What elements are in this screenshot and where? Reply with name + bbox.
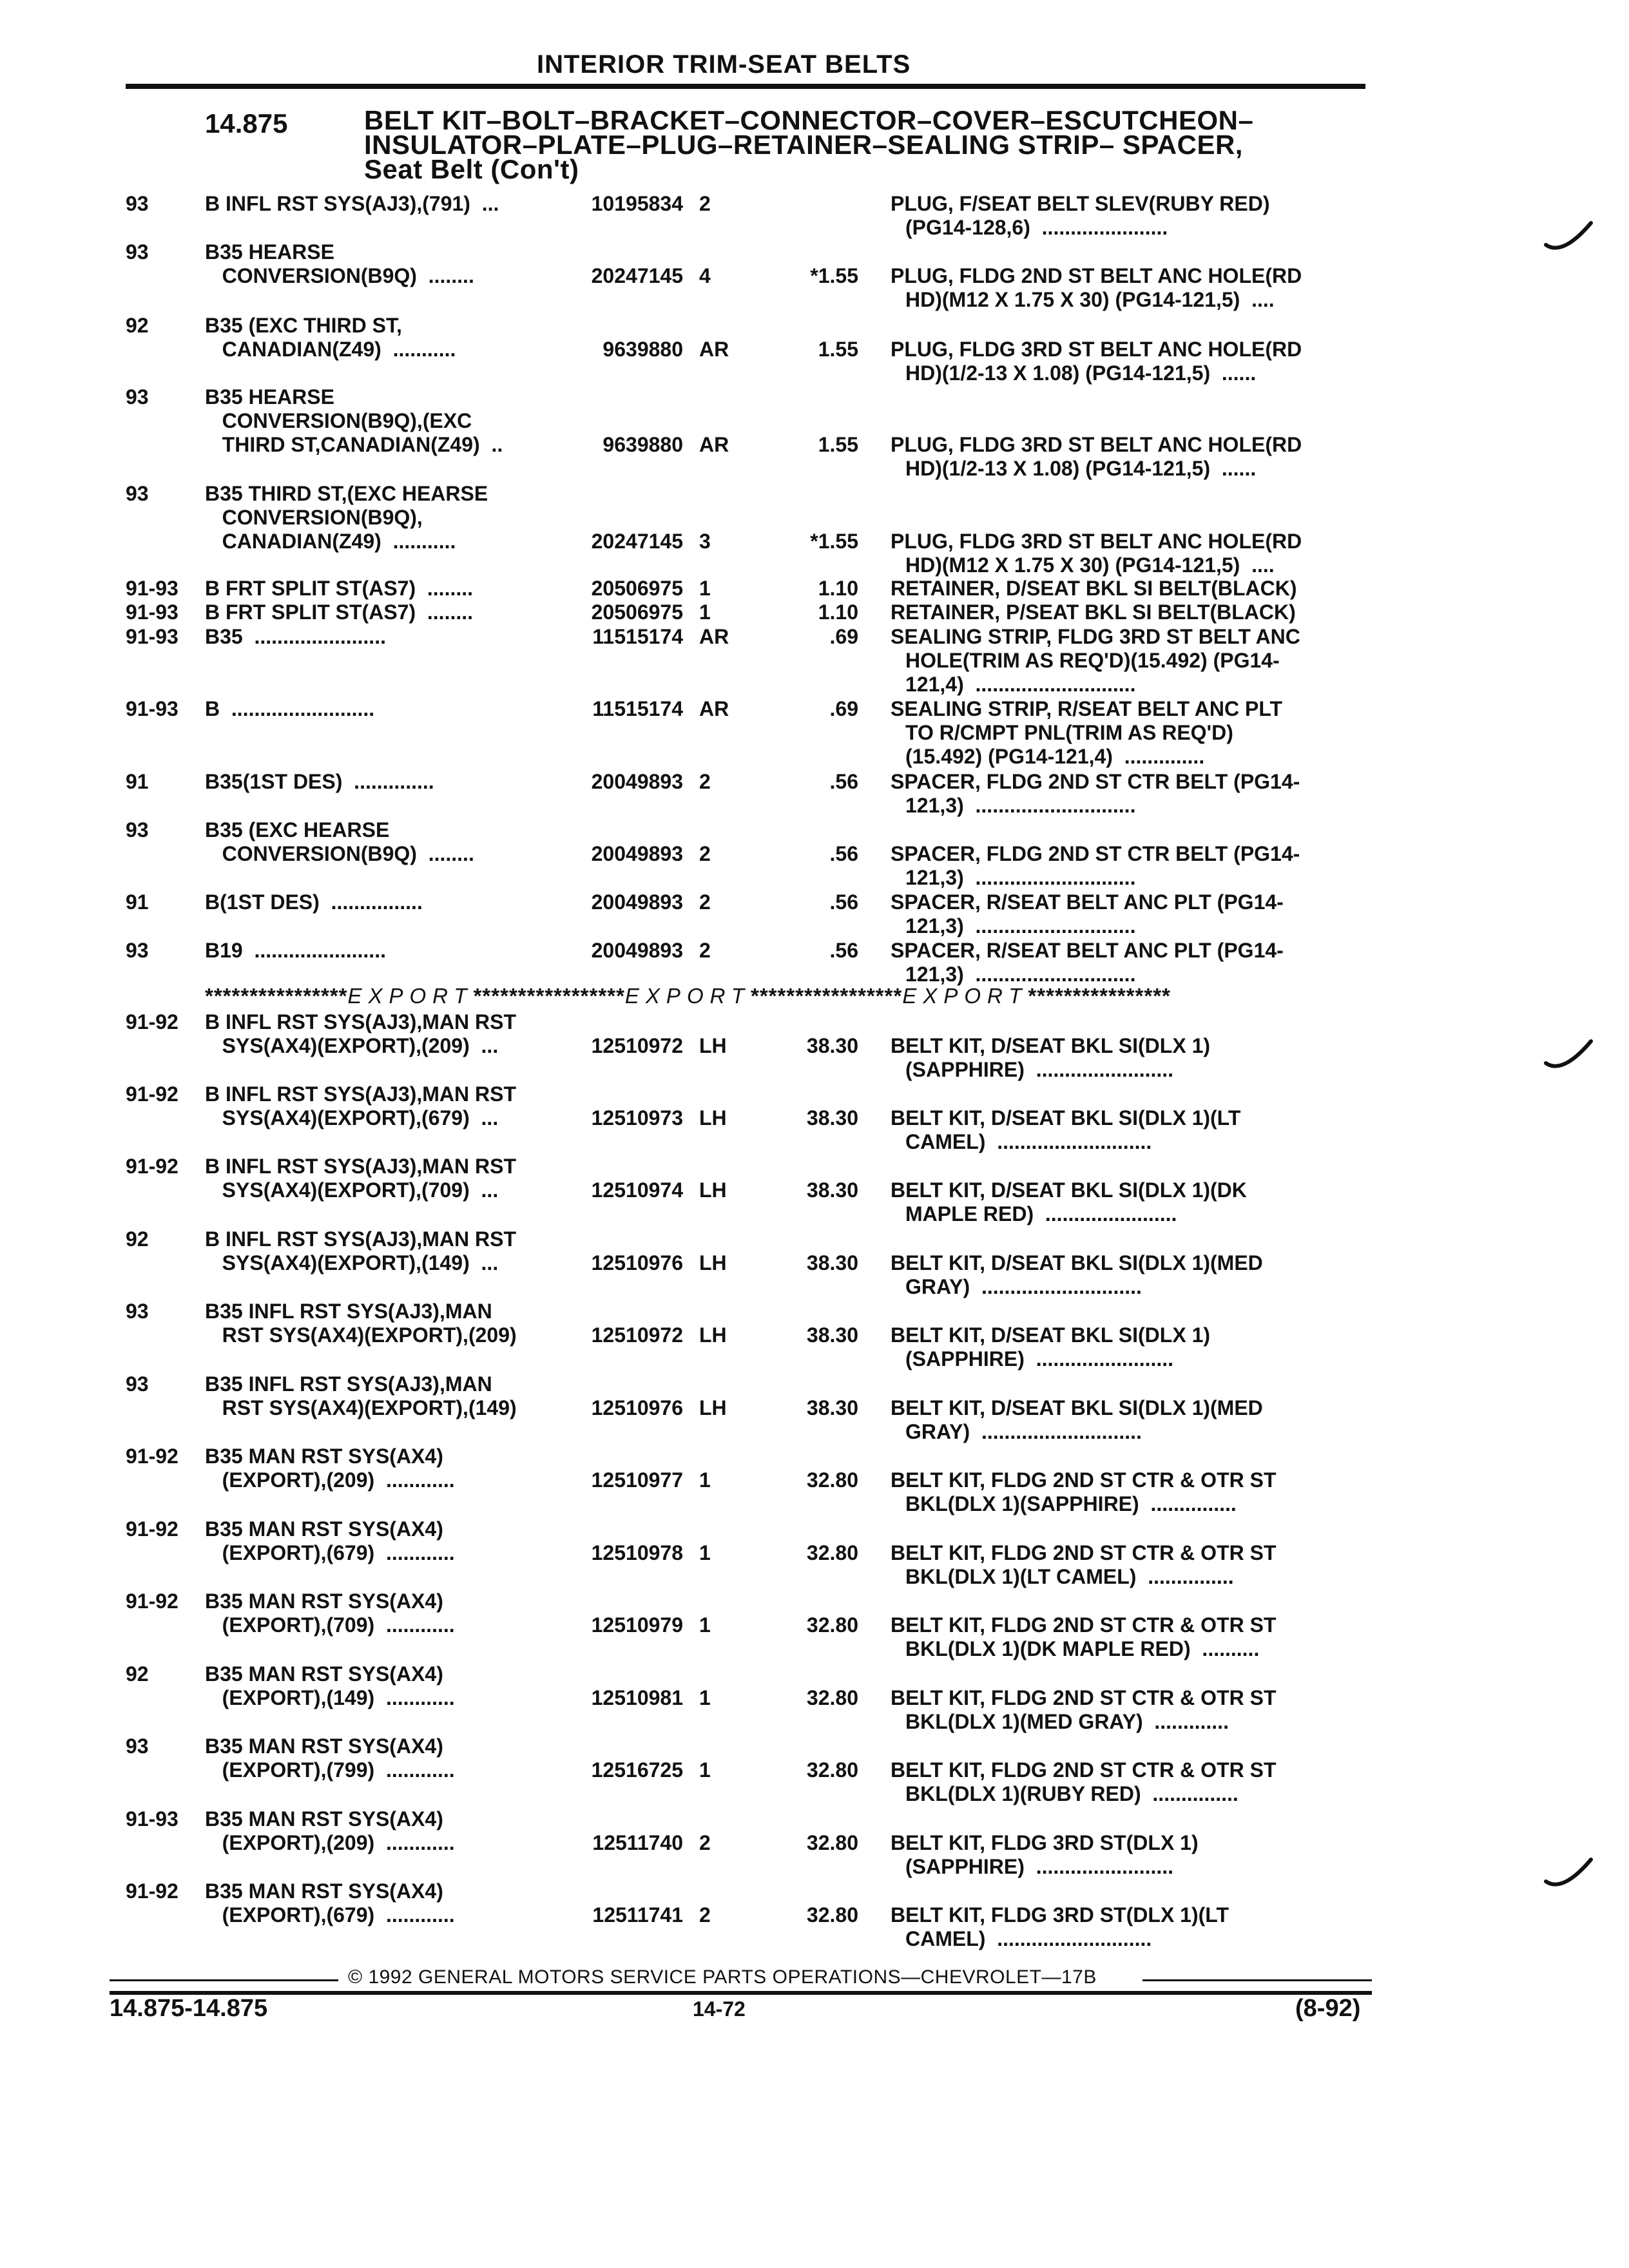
row-description: PLUG, FLDG 3RD ST BELT ANC HOLE(RD: [891, 433, 1302, 456]
row-year: 93: [126, 818, 149, 841]
row-quantity: LH: [699, 1396, 727, 1419]
row-description: (SAPPHIRE) ........................: [905, 1855, 1174, 1878]
row-quantity: 1: [699, 1468, 711, 1492]
row-quantity: 3: [699, 530, 711, 553]
footer-bar: [110, 1991, 1372, 1995]
row-description: GRAY) ............................: [905, 1275, 1142, 1298]
row-price: 1.55: [818, 338, 858, 361]
row-description: HD)(1/2-13 X 1.08) (PG14-121,5) ......: [905, 361, 1257, 385]
row-part-number: 20049893: [591, 939, 683, 962]
row-application: B FRT SPLIT ST(AS7) ........: [205, 577, 485, 600]
section-title-line: INSULATOR–PLATE–PLUG–RETAINER–SEALING STRIP– SPACER,: [364, 130, 1243, 160]
row-application: B35 (EXC HEARSE: [205, 818, 390, 841]
row-application: B35 MAN RST SYS(AX4): [205, 1807, 443, 1831]
row-application: CONVERSION(B9Q),(EXC: [205, 409, 472, 432]
row-quantity: LH: [699, 1178, 727, 1202]
row-description: BELT KIT, FLDG 2ND ST CTR & OTR ST: [891, 1468, 1277, 1492]
row-description: SPACER, FLDG 2ND ST CTR BELT (PG14-: [891, 770, 1300, 793]
row-application: (EXPORT),(209) ............: [205, 1468, 467, 1492]
row-application: CONVERSION(B9Q) ........: [205, 264, 486, 287]
row-quantity: 1: [699, 601, 711, 624]
row-year: 92: [126, 1662, 149, 1686]
row-application: B35 HEARSE: [205, 240, 334, 264]
row-application: THIRD ST,CANADIAN(Z49) ..: [205, 433, 515, 456]
row-application: B35 MAN RST SYS(AX4): [205, 1662, 443, 1686]
row-part-number: 12511741: [592, 1903, 683, 1927]
row-description: BKL(DLX 1)(MED GRAY) .............: [905, 1710, 1229, 1733]
row-part-number: 12511740: [592, 1831, 683, 1854]
row-year: 93: [126, 385, 149, 408]
header-rule: [126, 84, 1365, 89]
row-year: 92: [126, 314, 149, 337]
export-stars: ****************: [205, 984, 348, 1008]
row-quantity: 2: [699, 1831, 711, 1854]
row-quantity: AR: [699, 697, 729, 720]
row-description: GRAY) ............................: [905, 1420, 1142, 1443]
row-part-number: 20049893: [591, 842, 683, 865]
row-price: 38.30: [806, 1323, 858, 1347]
row-price: 32.80: [806, 1831, 858, 1854]
row-application: B19 .......................: [205, 939, 398, 962]
row-application: SYS(AX4)(EXPORT),(209) ...: [205, 1034, 510, 1057]
row-application: B INFL RST SYS(AJ3),MAN RST: [205, 1010, 516, 1033]
row-application: B35 MAN RST SYS(AX4): [205, 1879, 443, 1903]
row-description: BELT KIT, FLDG 2ND ST CTR & OTR ST: [891, 1686, 1277, 1709]
row-year: 93: [126, 1372, 149, 1396]
row-price: 38.30: [806, 1034, 858, 1057]
row-description: RETAINER, P/SEAT BKL SI BELT(BLACK): [891, 601, 1296, 624]
row-description: BKL(DLX 1)(DK MAPLE RED) ..........: [905, 1637, 1260, 1660]
row-part-number: 12510972: [591, 1323, 683, 1347]
row-quantity: 1: [699, 577, 711, 600]
row-part-number: 11515174: [592, 697, 683, 720]
row-part-number: 20049893: [591, 770, 683, 793]
row-description: (SAPPHIRE) ........................: [905, 1347, 1174, 1370]
row-application: B35 MAN RST SYS(AX4): [205, 1445, 443, 1468]
row-description: (SAPPHIRE) ........................: [905, 1058, 1174, 1081]
export-stars: ****************: [751, 984, 894, 1008]
row-application: CANADIAN(Z49) ...........: [205, 530, 468, 553]
row-quantity: 1: [699, 1541, 711, 1564]
row-application: B35 MAN RST SYS(AX4): [205, 1517, 443, 1541]
row-quantity: 2: [699, 890, 711, 914]
row-description: TO R/CMPT PNL(TRIM AS REQ'D): [905, 721, 1233, 744]
row-year: 91-93: [126, 577, 178, 600]
row-year: 93: [126, 1735, 149, 1758]
row-price: 32.80: [806, 1758, 858, 1782]
row-price: .56: [829, 890, 858, 914]
row-application: SYS(AX4)(EXPORT),(709) ...: [205, 1178, 510, 1202]
row-year: 93: [126, 192, 149, 215]
row-price: 32.80: [806, 1541, 858, 1564]
row-price: .56: [829, 939, 858, 962]
row-application: CONVERSION(B9Q) ........: [205, 842, 486, 865]
row-price: .69: [829, 697, 858, 720]
row-description: (PG14-128,6) ......................: [905, 216, 1168, 239]
row-part-number: 12510974: [591, 1178, 683, 1202]
row-part-number: 9639880: [602, 433, 683, 456]
row-description: HD)(M12 X 1.75 X 30) (PG14-121,5) ....: [905, 553, 1275, 577]
row-year: 91-92: [126, 1517, 178, 1541]
row-price: 32.80: [806, 1686, 858, 1709]
row-price: 38.30: [806, 1396, 858, 1419]
row-description: BELT KIT, FLDG 2ND ST CTR & OTR ST: [891, 1758, 1277, 1782]
row-description: 121,3) ............................: [905, 866, 1136, 889]
export-label: EXPORT: [902, 984, 1028, 1008]
row-application: (EXPORT),(709) ............: [205, 1613, 467, 1637]
row-part-number: 12510979: [591, 1613, 683, 1637]
row-price: 38.30: [806, 1251, 858, 1274]
row-description: BELT KIT, FLDG 2ND ST CTR & OTR ST: [891, 1541, 1277, 1564]
row-price: 1.10: [818, 601, 858, 624]
section-number: 14.875: [205, 108, 288, 139]
row-application: RST SYS(AX4)(EXPORT),(209): [205, 1323, 528, 1347]
row-description: MAPLE RED) .......................: [905, 1202, 1177, 1225]
row-application: B35 (EXC THIRD ST,: [205, 314, 402, 337]
row-application: B35 MAN RST SYS(AX4): [205, 1735, 443, 1758]
row-description: BKL(DLX 1)(LT CAMEL) ...............: [905, 1565, 1234, 1588]
row-price: 32.80: [806, 1468, 858, 1492]
row-quantity: AR: [699, 433, 729, 456]
row-description: BKL(DLX 1)(SAPPHIRE) ...............: [905, 1492, 1237, 1515]
row-part-number: 12510976: [591, 1396, 683, 1419]
row-part-number: 12510978: [591, 1541, 683, 1564]
row-description: BELT KIT, FLDG 3RD ST(DLX 1)(LT: [891, 1903, 1229, 1927]
row-year: 92: [126, 1227, 149, 1251]
row-description: BELT KIT, D/SEAT BKL SI(DLX 1)(MED: [891, 1251, 1263, 1274]
row-description: SPACER, R/SEAT BELT ANC PLT (PG14-: [891, 939, 1284, 962]
row-description: BELT KIT, D/SEAT BKL SI(DLX 1): [891, 1034, 1211, 1057]
footer-rule: [1142, 1979, 1372, 1981]
row-application: (EXPORT),(679) ............: [205, 1903, 467, 1927]
row-price: 38.30: [806, 1106, 858, 1129]
row-price: .56: [829, 770, 858, 793]
row-year: 93: [126, 240, 149, 264]
export-stars: ****************: [473, 984, 617, 1008]
row-part-number: 12510972: [591, 1034, 683, 1057]
row-quantity: LH: [699, 1323, 727, 1347]
row-part-number: 20247145: [591, 530, 683, 553]
row-part-number: 20506975: [591, 601, 683, 624]
row-application: B INFL RST SYS(AJ3),MAN RST: [205, 1227, 516, 1251]
row-description: SEALING STRIP, R/SEAT BELT ANC PLT: [891, 697, 1283, 720]
row-application: B35 THIRD ST,(EXC HEARSE: [205, 482, 488, 505]
row-year: 91-92: [126, 1082, 178, 1106]
row-description: BELT KIT, FLDG 3RD ST(DLX 1): [891, 1831, 1199, 1854]
check-mark-icon: [1543, 1856, 1595, 1894]
row-application: (EXPORT),(799) ............: [205, 1758, 467, 1782]
row-application: (EXPORT),(679) ............: [205, 1541, 467, 1564]
row-description: 121,3) ............................: [905, 963, 1136, 986]
row-description: BELT KIT, D/SEAT BKL SI(DLX 1): [891, 1323, 1211, 1347]
row-description: BELT KIT, D/SEAT BKL SI(DLX 1)(MED: [891, 1396, 1263, 1419]
row-description: BKL(DLX 1)(RUBY RED) ...............: [905, 1782, 1239, 1805]
row-price: 1.55: [818, 433, 858, 456]
row-quantity: 1: [699, 1686, 711, 1709]
row-description: 121,3) ............................: [905, 794, 1136, 817]
footer-date: (8-92): [1295, 1995, 1361, 2022]
row-application: CONVERSION(B9Q),: [205, 506, 423, 529]
row-description: 121,4) ............................: [905, 673, 1136, 696]
row-quantity: 2: [699, 770, 711, 793]
row-quantity: AR: [699, 338, 729, 361]
row-application: RST SYS(AX4)(EXPORT),(149): [205, 1396, 528, 1419]
row-year: 91-93: [126, 1807, 178, 1831]
row-part-number: 12510973: [591, 1106, 683, 1129]
row-year: 91-92: [126, 1010, 178, 1033]
row-description: 121,3) ............................: [905, 914, 1136, 937]
row-part-number: 10195834: [591, 192, 683, 215]
row-description: PLUG, FLDG 3RD ST BELT ANC HOLE(RD: [891, 530, 1302, 553]
row-part-number: 12510977: [591, 1468, 683, 1492]
row-description: BELT KIT, FLDG 2ND ST CTR & OTR ST: [891, 1613, 1277, 1637]
row-application: B INFL RST SYS(AJ3),(791) ...: [205, 192, 511, 215]
row-price: 32.80: [806, 1613, 858, 1637]
row-quantity: 1: [699, 1613, 711, 1637]
row-application: B .........................: [205, 697, 386, 720]
footer-rule: [110, 1979, 338, 1981]
row-quantity: 2: [699, 192, 711, 215]
row-description: HD)(M12 X 1.75 X 30) (PG14-121,5) ....: [905, 288, 1275, 311]
row-year: 91-93: [126, 697, 178, 720]
row-application: B INFL RST SYS(AJ3),MAN RST: [205, 1155, 516, 1178]
row-quantity: 2: [699, 939, 711, 962]
row-part-number: 20247145: [591, 264, 683, 287]
export-stars: ****************: [1028, 984, 1171, 1008]
check-mark-icon: [1543, 1037, 1595, 1076]
row-quantity: LH: [699, 1034, 727, 1057]
row-application: (EXPORT),(149) ............: [205, 1686, 467, 1709]
footer-page-number: 14-72: [693, 1997, 746, 2021]
row-description: CAMEL) ...........................: [905, 1927, 1152, 1950]
export-label: EXPORT: [347, 984, 474, 1008]
row-year: 91-93: [126, 601, 178, 624]
row-application: B35 .......................: [205, 625, 398, 648]
row-price: *1.55: [810, 264, 858, 287]
footer-section-range: 14.875-14.875: [110, 1995, 268, 2022]
row-year: 91-92: [126, 1879, 178, 1903]
row-quantity: 2: [699, 842, 711, 865]
row-year: 91-92: [126, 1445, 178, 1468]
row-description: SPACER, FLDG 2ND ST CTR BELT (PG14-: [891, 842, 1300, 865]
row-quantity: 4: [699, 264, 711, 287]
row-year: 91-92: [126, 1155, 178, 1178]
row-part-number: 12516725: [591, 1758, 683, 1782]
row-part-number: 20506975: [591, 577, 683, 600]
row-application: CANADIAN(Z49) ...........: [205, 338, 468, 361]
row-application: B(1ST DES) ................: [205, 890, 434, 914]
row-year: 93: [126, 1300, 149, 1323]
row-price: 32.80: [806, 1903, 858, 1927]
section-title-line: Seat Belt (Con't): [364, 154, 579, 184]
section-title: [364, 105, 1254, 184]
row-part-number: 12510981: [591, 1686, 683, 1709]
row-quantity: AR: [699, 625, 729, 648]
section-title-line: BELT KIT–BOLT–BRACKET–CONNECTOR–COVER–ESCUTCHEON–: [364, 105, 1254, 135]
row-description: PLUG, FLDG 3RD ST BELT ANC HOLE(RD: [891, 338, 1302, 361]
row-year: 91-92: [126, 1590, 178, 1613]
row-quantity: LH: [699, 1251, 727, 1274]
row-description: PLUG, FLDG 2ND ST BELT ANC HOLE(RD: [891, 264, 1302, 287]
row-year: 91-93: [126, 625, 178, 648]
row-application: B35 INFL RST SYS(AJ3),MAN: [205, 1300, 492, 1323]
row-year: 91: [126, 770, 149, 793]
row-application: B35(1ST DES) ..............: [205, 770, 446, 793]
row-description: (15.492) (PG14-121,4) ..............: [905, 745, 1205, 768]
row-application: B35 INFL RST SYS(AJ3),MAN: [205, 1372, 492, 1396]
row-year: 93: [126, 939, 149, 962]
row-application: SYS(AX4)(EXPORT),(149) ...: [205, 1251, 510, 1274]
row-price: .69: [829, 625, 858, 648]
row-application: B INFL RST SYS(AJ3),MAN RST: [205, 1082, 516, 1106]
row-application: B FRT SPLIT ST(AS7) ........: [205, 601, 485, 624]
row-description: BELT KIT, D/SEAT BKL SI(DLX 1)(DK: [891, 1178, 1247, 1202]
row-quantity: 1: [699, 1758, 711, 1782]
row-application: B35 HEARSE: [205, 385, 334, 408]
row-price: 1.10: [818, 577, 858, 600]
row-description: HD)(1/2-13 X 1.08) (PG14-121,5) ......: [905, 457, 1257, 480]
row-price: 38.30: [806, 1178, 858, 1202]
row-year: 91: [126, 890, 149, 914]
row-description: HOLE(TRIM AS REQ'D)(15.492) (PG14-: [905, 649, 1280, 672]
export-label: EXPORT: [624, 984, 751, 1008]
page-title: INTERIOR TRIM-SEAT BELTS: [537, 50, 911, 79]
row-description: BELT KIT, D/SEAT BKL SI(DLX 1)(LT: [891, 1106, 1241, 1129]
row-description: RETAINER, D/SEAT BKL SI BELT(BLACK): [891, 577, 1297, 600]
row-part-number: 20049893: [591, 890, 683, 914]
export-divider: ****************EXPORT*****************EXPORT*****************EXPORT****************: [205, 984, 1171, 1008]
row-application: B35 MAN RST SYS(AX4): [205, 1590, 443, 1613]
footer-copyright: © 1992 GENERAL MOTORS SERVICE PARTS OPERATIONS—CHEVROLET—17B: [348, 1966, 1097, 1988]
row-quantity: 2: [699, 1903, 711, 1927]
row-part-number: 11515174: [592, 625, 683, 648]
row-application: SYS(AX4)(EXPORT),(679) ...: [205, 1106, 510, 1129]
row-price: *1.55: [810, 530, 858, 553]
check-mark-icon: [1543, 219, 1595, 258]
row-quantity: LH: [699, 1106, 727, 1129]
row-description: SPACER, R/SEAT BELT ANC PLT (PG14-: [891, 890, 1284, 914]
row-description: SEALING STRIP, FLDG 3RD ST BELT ANC: [891, 625, 1300, 648]
row-price: .56: [829, 842, 858, 865]
row-part-number: 9639880: [602, 338, 683, 361]
row-application: (EXPORT),(209) ............: [205, 1831, 467, 1854]
row-description: PLUG, F/SEAT BELT SLEV(RUBY RED): [891, 192, 1270, 215]
row-year: 93: [126, 482, 149, 505]
row-part-number: 12510976: [591, 1251, 683, 1274]
row-description: CAMEL) ...........................: [905, 1130, 1152, 1153]
